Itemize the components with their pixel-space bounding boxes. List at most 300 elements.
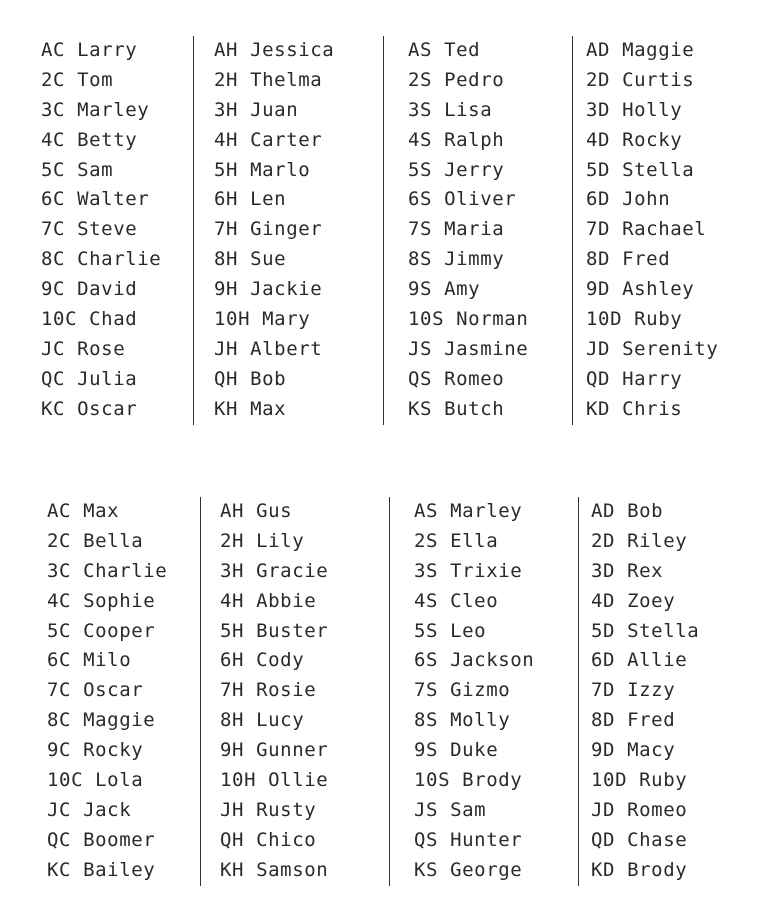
person-name: Betty [77,128,138,151]
card-code: KS [414,858,439,881]
card-code: JS [408,337,433,360]
card-entry [408,275,572,305]
card-entry [41,96,193,126]
person-name: Hunter [450,828,523,851]
card-entry [41,185,193,215]
card-code: 5S [414,619,439,642]
spades-column [389,497,578,886]
card-code: 8S [414,709,439,732]
card-code: JD [586,337,611,360]
card-entry [591,646,762,676]
card-code: 10C [47,769,84,792]
person-name: Leo [450,619,487,642]
name-table-2 [0,497,762,886]
card-entry [220,826,389,856]
card-code: 7D [591,679,616,702]
person-name: Gunner [256,739,329,762]
person-name: Jessica [250,39,335,61]
card-code: 3C [41,98,66,121]
card-entry [214,275,383,305]
card-entry [586,96,762,126]
card-entry [47,856,200,886]
person-name: Chico [256,828,317,851]
card-code: 10S [408,308,445,331]
card-entry [220,736,389,766]
card-entry [414,557,578,587]
card-entry [408,66,572,96]
card-code: 6C [41,188,66,211]
card-entry [408,96,572,126]
card-entry [591,587,762,617]
card-entry [414,706,578,736]
card-entry [47,736,200,766]
card-code: KH [214,397,239,420]
person-name: Abbie [256,589,317,612]
card-entry [408,36,572,66]
card-code: QC [47,828,72,851]
card-entry [41,305,193,335]
card-entry [220,856,389,886]
card-code: 4S [414,589,439,612]
person-name: Romeo [444,367,505,390]
person-name: Fred [622,248,671,271]
card-entry [586,395,762,425]
person-name: Zoey [627,589,676,612]
card-code: JC [41,337,66,360]
person-name: Maggie [622,39,695,61]
person-name: Julia [77,367,138,390]
person-name: Max [250,397,287,420]
card-entry [220,527,389,557]
card-entry [41,275,193,305]
card-code: 10H [220,769,257,792]
card-code: QH [220,828,245,851]
hearts-column [200,497,389,886]
card-entry [414,617,578,647]
card-code: 5S [408,158,433,181]
card-entry [214,335,383,365]
person-name: Stella [627,619,700,642]
card-entry [47,617,200,647]
card-entry [586,305,762,335]
card-entry [220,676,389,706]
person-name: Bailey [83,858,156,881]
card-code: 5C [41,158,66,181]
person-name: Boomer [83,828,156,851]
person-name: Larry [77,39,138,61]
diamonds-column [578,497,762,886]
card-code: 2D [586,68,611,91]
card-code: 3H [220,559,245,582]
card-entry [414,527,578,557]
card-entry [41,66,193,96]
person-name: Thelma [250,68,323,91]
card-entry [214,66,383,96]
card-code: 6D [591,649,616,672]
card-entry [220,557,389,587]
card-code: 2H [220,529,245,552]
card-code: AD [586,39,611,61]
card-entry [220,766,389,796]
person-name: Chad [89,308,138,331]
card-entry [47,587,200,617]
card-entry [47,646,200,676]
person-name: Marlo [250,158,311,181]
spades-column [383,36,572,425]
card-entry [586,215,762,245]
card-entry [214,365,383,395]
card-entry [41,36,193,66]
person-name: Ella [450,529,499,552]
card-code: AH [220,500,245,522]
card-code: JS [414,798,439,821]
person-name: Fred [627,709,676,732]
card-code: AS [414,500,439,522]
card-entry [220,497,389,527]
card-code: QS [414,828,439,851]
card-entry [586,245,762,275]
card-entry [586,185,762,215]
card-code: 10D [591,769,628,792]
person-name: Jackson [450,649,535,672]
card-code: QS [408,367,433,390]
person-name: Steve [77,218,138,241]
person-name: Oscar [77,397,138,420]
card-code: 8D [586,248,611,271]
card-code: QD [586,367,611,390]
person-name: Ruby [639,769,688,792]
card-entry [220,617,389,647]
card-entry [41,365,193,395]
person-name: Marley [450,500,523,522]
person-name: Lily [256,529,305,552]
card-entry [591,736,762,766]
person-name: Ruby [634,308,683,331]
card-entry [414,587,578,617]
person-name: Charlie [83,559,168,582]
card-code: 2S [414,529,439,552]
card-entry [591,706,762,736]
card-entry [220,796,389,826]
person-name: Molly [450,709,511,732]
card-code: 2H [214,68,239,91]
person-name: Gus [256,500,293,522]
card-code: 4C [47,589,72,612]
card-code: KS [408,397,433,420]
person-name: Sue [250,248,287,271]
person-name: Sam [450,798,487,821]
card-code: 8H [214,248,239,271]
person-name: David [77,278,138,301]
person-name: Lola [95,769,144,792]
card-code: 4H [220,589,245,612]
card-entry [586,365,762,395]
card-entry [586,66,762,96]
card-entry [214,245,383,275]
card-code: KD [586,397,611,420]
card-code: 10H [214,308,251,331]
card-entry [408,365,572,395]
card-code: QH [214,367,239,390]
card-code: 2C [41,68,66,91]
card-entry [408,335,572,365]
person-name: Oliver [444,188,517,211]
diamonds-column [572,36,762,425]
card-entry [408,215,572,245]
card-code: 10D [586,308,623,331]
person-name: Sophie [83,589,156,612]
card-code: JH [214,337,239,360]
person-name: Romeo [627,798,688,821]
person-name: Rex [627,559,664,582]
person-name: Ralph [444,128,505,151]
card-entry [414,736,578,766]
person-name: Allie [627,649,688,672]
card-entry [591,826,762,856]
card-code: AC [41,39,66,61]
name-table-1 [0,36,762,425]
card-entry [591,557,762,587]
card-code: KH [220,858,245,881]
person-name: Harry [622,367,683,390]
card-code: 6S [408,188,433,211]
card-entry [414,497,578,527]
person-name: Ashley [622,278,695,301]
card-code: 7S [414,679,439,702]
person-name: Rocky [83,739,144,762]
card-entry [41,156,193,186]
card-entry [47,766,200,796]
card-code: 10C [41,308,78,331]
card-code: 7S [408,218,433,241]
person-name: Marley [77,98,150,121]
person-name: Stella [622,158,695,181]
card-entry [414,856,578,886]
card-entry [414,646,578,676]
card-entry [408,185,572,215]
card-entry [586,156,762,186]
card-code: KD [591,858,616,881]
card-code: 3D [591,559,616,582]
card-code: 4S [408,128,433,151]
card-code: KC [41,397,66,420]
card-code: 10S [414,769,451,792]
card-code: 6C [47,649,72,672]
card-code: 8C [47,709,72,732]
person-name: Rocky [622,128,683,151]
card-code: 3S [408,98,433,121]
person-name: Jimmy [444,248,505,271]
card-entry [591,617,762,647]
person-name: Bob [250,367,287,390]
card-entry [591,527,762,557]
person-name: Carter [250,128,323,151]
card-code: JD [591,798,616,821]
person-name: Macy [627,739,676,762]
person-name: Buster [256,619,329,642]
person-name: Serenity [622,337,719,360]
card-code: 5D [591,619,616,642]
person-name: Lisa [444,98,493,121]
card-code: 5C [47,619,72,642]
person-name: Gracie [256,559,329,582]
card-code: 2D [591,529,616,552]
card-code: 7C [41,218,66,241]
card-entry [408,305,572,335]
card-code: 5H [220,619,245,642]
person-name: Juan [250,98,299,121]
person-name: Sam [77,158,114,181]
card-entry [47,676,200,706]
person-name: Rusty [256,798,317,821]
person-name: Albert [250,337,323,360]
card-entry [214,305,383,335]
card-entry [214,126,383,156]
card-entry [47,826,200,856]
person-name: Ted [444,39,481,61]
person-name: Rachael [622,218,707,241]
person-name: Len [250,188,287,211]
card-entry [47,796,200,826]
card-entry [414,826,578,856]
card-code: AH [214,39,239,61]
card-entry [414,766,578,796]
card-code: 8H [220,709,245,732]
card-entry [47,527,200,557]
card-code: 2S [408,68,433,91]
card-entry [408,245,572,275]
person-name: Chase [627,828,688,851]
card-entry [41,126,193,156]
card-entry [41,245,193,275]
card-code: AC [47,500,72,522]
person-name: Jasmine [444,337,529,360]
card-code: QD [591,828,616,851]
person-name: Cooper [83,619,156,642]
card-code: 6H [220,649,245,672]
card-code: 9D [586,278,611,301]
card-entry [220,587,389,617]
card-entry [408,395,572,425]
card-code: 4D [591,589,616,612]
card-code: 2C [47,529,72,552]
card-entry [591,676,762,706]
card-entry [214,395,383,425]
card-entry [591,497,762,527]
person-name: Jackie [250,278,323,301]
card-entry [47,557,200,587]
person-name: Cleo [450,589,499,612]
card-entry [41,335,193,365]
clubs-column [0,36,193,425]
card-code: 3D [586,98,611,121]
person-name: Riley [627,529,688,552]
person-name: Max [83,500,120,522]
card-entry [220,646,389,676]
card-entry [214,215,383,245]
card-code: 4D [586,128,611,151]
person-name: Rosie [256,679,317,702]
card-entry [214,156,383,186]
person-name: Gizmo [450,679,511,702]
person-name: Maria [444,218,505,241]
card-code: 4H [214,128,239,151]
card-code: 9D [591,739,616,762]
clubs-column [0,497,200,886]
person-name: Walter [77,188,150,211]
card-code: 9S [408,278,433,301]
person-name: Tom [77,68,114,91]
card-code: AD [591,500,616,522]
person-name: Ollie [268,769,329,792]
card-entry [214,36,383,66]
card-code: 4C [41,128,66,151]
card-code: 7D [586,218,611,241]
person-name: Samson [256,858,329,881]
person-name: Rose [77,337,126,360]
card-entry [408,156,572,186]
person-name: Duke [450,739,499,762]
card-code: 9C [47,739,72,762]
person-name: Brody [462,769,523,792]
card-code: 9H [220,739,245,762]
card-entry [586,275,762,305]
person-name: George [450,858,523,881]
card-entry [41,215,193,245]
card-code: JC [47,798,72,821]
card-code: 8S [408,248,433,271]
person-name: Jack [83,798,132,821]
person-name: Norman [456,308,529,331]
card-entry [41,395,193,425]
person-name: Trixie [450,559,523,582]
person-name: Pedro [444,68,505,91]
person-name: Ginger [250,218,323,241]
card-entry [586,335,762,365]
person-name: Charlie [77,248,162,271]
person-name: Holly [622,98,683,121]
person-name: Mary [262,308,311,331]
card-entry [414,676,578,706]
card-entry [408,126,572,156]
card-entry [214,185,383,215]
card-entry [47,497,200,527]
person-name: Chris [622,397,683,420]
person-name: Jerry [444,158,505,181]
person-name: Butch [444,397,505,420]
card-entry [214,96,383,126]
card-code: 3S [414,559,439,582]
card-entry [414,796,578,826]
card-code: 9S [414,739,439,762]
person-name: Bella [83,529,144,552]
card-entry [47,706,200,736]
card-code: 3H [214,98,239,121]
card-code: JH [220,798,245,821]
person-name: Cody [256,649,305,672]
card-code: KC [47,858,72,881]
person-name: Bob [627,500,664,522]
card-code: 7H [220,679,245,702]
card-code: QC [41,367,66,390]
card-code: AS [408,39,433,61]
card-code: 5H [214,158,239,181]
person-name: Milo [83,649,132,672]
card-code: 7H [214,218,239,241]
card-code: 3C [47,559,72,582]
person-name: Amy [444,278,481,301]
person-name: Lucy [256,709,305,732]
